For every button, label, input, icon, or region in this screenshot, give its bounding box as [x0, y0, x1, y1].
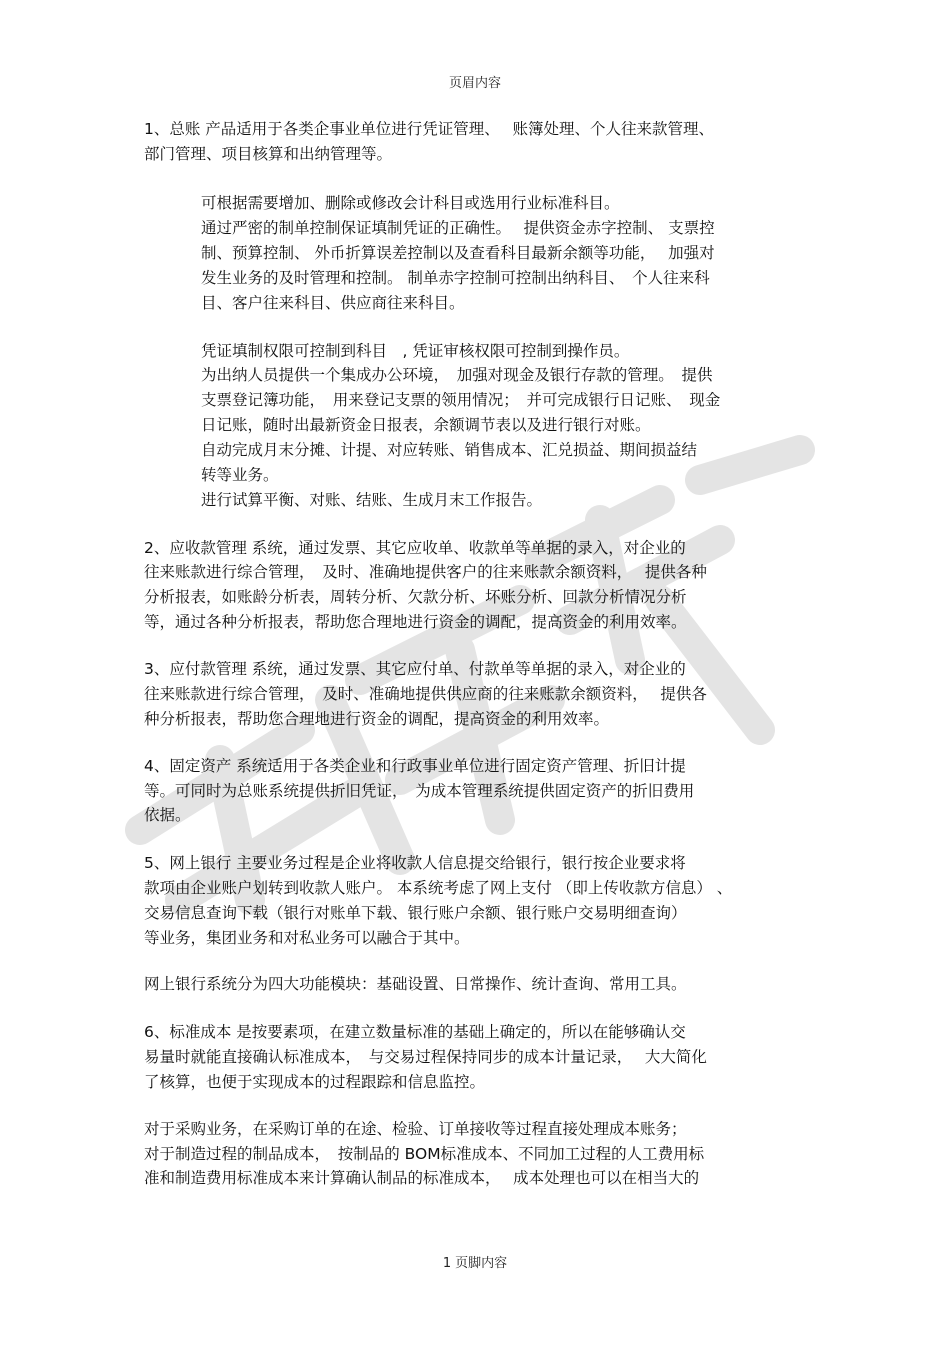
text-line: 进行试算平衡、对账、结账、生成月末工作报告。 — [201, 491, 543, 509]
footer-text: 页脚内容 — [455, 1256, 508, 1271]
text-line: 部门管理、项目核算和出纳管理等。 — [144, 145, 393, 163]
text-line: 种分析报表，帮助您合理地进行资金的调配，提高资金的利用效率。 — [144, 710, 610, 728]
text-line: 2、应收款管理 系统，通过发票、其它应收单、收款单等单据的录入，对企业的 — [144, 539, 686, 557]
text-line: 6、标准成本 是按要素项，在建立数量标准的基础上确定的，所以在能够确认交 — [144, 1023, 686, 1041]
text-line: 易量时就能直接确认标准成本， 与交易过程保持同步的成本计量记录， 大大简化 — [144, 1048, 707, 1066]
text-line: 等，通过各种分析报表，帮助您合理地进行资金的调配，提高资金的利用效率。 — [144, 613, 687, 631]
text-line: 自动完成月末分摊、计提、对应转账、销售成本、汇兑损益、期间损益结 — [201, 441, 698, 459]
text-line: 日记账，随时出最新资金日报表，余额调节表以及进行银行对账。 — [201, 416, 651, 434]
text-line: 依据。 — [144, 806, 191, 824]
text-line: 交易信息查询下载（银行对账单下载、银行账户余额、银行账户交易明细查询） — [144, 904, 687, 922]
text-line: 支票登记簿功能， 用来登记支票的领用情况； 并可完成银行日记账、 现金 — [201, 391, 721, 409]
text-line: 5、网上银行 主要业务过程是企业将收款人信息提交给银行，银行按企业要求将 — [144, 854, 686, 872]
text-line: 往来账款进行综合管理， 及时、准确地提供供应商的往来账款余额资料， 提供各 — [144, 685, 707, 703]
text-line: 了核算，也便于实现成本的过程跟踪和信息监控。 — [144, 1073, 486, 1091]
text-line: 发生业务的及时管理和控制。 制单赤字控制可控制出纳科目、 个人往来科 — [201, 269, 710, 287]
text-line: 1、总账 产品适用于各类企事业单位进行凭证管理、 账簿处理、个人往来款管理、 — [144, 120, 714, 138]
text-line: 分析报表，如账龄分析表，周转分析、欠款分析、坏账分析、回款分析情况分析 — [144, 588, 687, 606]
text-line: 3、应付款管理 系统，通过发票、其它应付单、付款单等单据的录入，对企业的 — [144, 660, 686, 678]
page-footer — [0, 1252, 950, 1271]
text-line: 制、预算控制、 外币折算误差控制以及查看科目最新余额等功能， 加强对 — [201, 244, 715, 262]
text-line: 对于采购业务，在采购订单的在途、检验、订单接收等过程直接处理成本账务； — [144, 1120, 687, 1138]
text-line: 转等业务。 — [201, 466, 279, 484]
page-header: 页眉内容 — [448, 76, 501, 91]
text-line: 4、固定资产 系统适用于各类企业和行政事业单位进行固定资产管理、折旧计提 — [144, 757, 686, 775]
text-line: 凭证填制权限可控制到科目 , 凭证审核权限可控制到操作员。 — [201, 342, 630, 360]
text-line: 可根据需要增加、删除或修改会计科目或选用行业标准科目。 — [201, 194, 620, 212]
text-line: 通过严密的制单控制保证填制凭证的正确性。 提供资金赤字控制、 支票控 — [201, 219, 715, 237]
text-line: 网上银行系统分为四大功能模块：基础设置、日常操作、统计查询、常用工具。 — [144, 975, 687, 993]
text-line: 等。可同时为总账系统提供折旧凭证， 为成本管理系统提供固定资产的折旧费用 — [144, 782, 695, 800]
text-line: 款项由企业账户划转到收款人账户。 本系统考虑了网上支付 （即上传收款方信息） 、 — [144, 879, 733, 897]
text-line: 等业务，集团业务和对私业务可以融合于其中。 — [144, 929, 470, 947]
text-line: 为出纳人员提供一个集成办公环境， 加强对现金及银行存款的管理。 提供 — [201, 366, 713, 384]
page-number: 1 — [442, 1256, 452, 1271]
text-line: 对于制造过程的制品成本， 按制品的 BOM标准成本、不同加工过程的人工费用标 — [144, 1145, 705, 1163]
text-line: 目、客户往来科目、供应商往来科目。 — [201, 294, 465, 312]
text-line: 准和制造费用标准成本来计算确认制品的标准成本， 成本处理也可以在相当大的 — [144, 1169, 700, 1187]
text-line: 往来账款进行综合管理， 及时、准确地提供客户的往来账款余额资料， 提供各种 — [144, 563, 707, 581]
